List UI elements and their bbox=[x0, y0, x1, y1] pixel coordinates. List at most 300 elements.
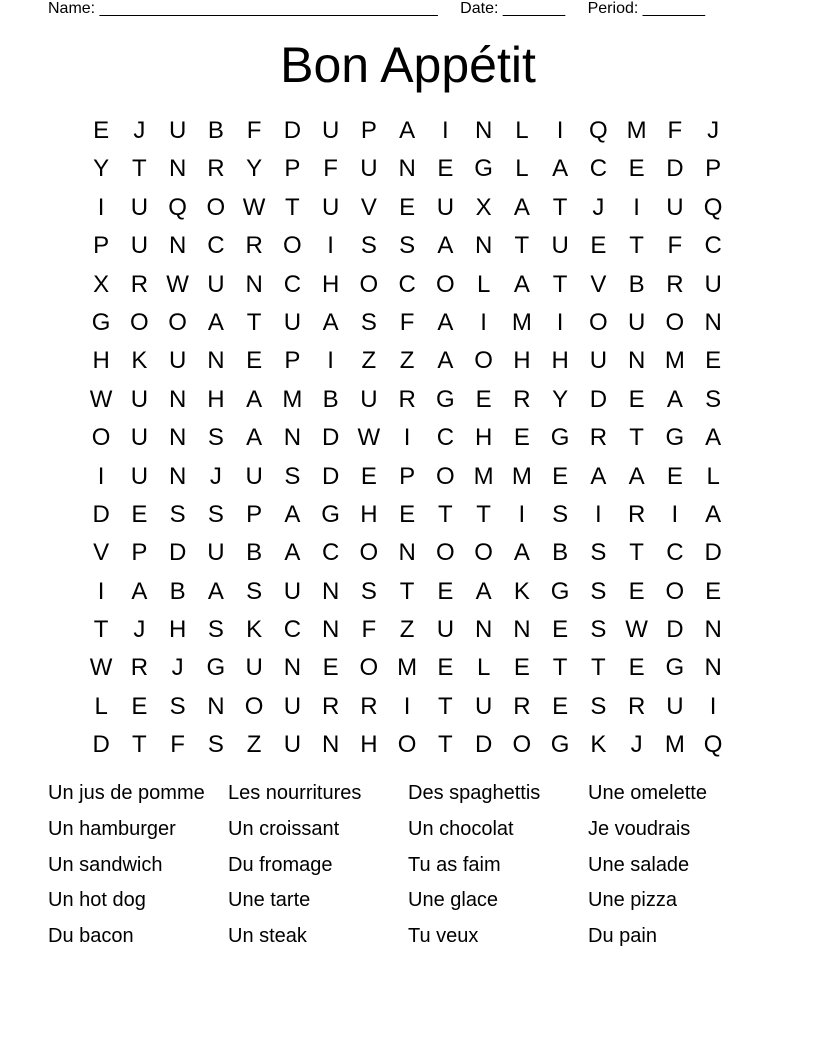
grid-cell: R bbox=[589, 424, 608, 452]
word-list-item: Une salade bbox=[588, 853, 690, 876]
word-list-item: Tu as faim bbox=[408, 853, 501, 876]
grid-cell: I bbox=[480, 308, 487, 336]
grid-cell: T bbox=[438, 692, 453, 720]
grid-cell: O bbox=[665, 308, 685, 336]
name-field-label: Name: ______________________________________ bbox=[48, 0, 438, 17]
grid-cell: R bbox=[245, 232, 263, 260]
grid-cell: P bbox=[284, 155, 301, 183]
grid-cell: I bbox=[97, 193, 105, 221]
grid-cell: F bbox=[667, 117, 683, 144]
grid-cell: O bbox=[512, 731, 532, 759]
grid-cell: A bbox=[705, 424, 722, 452]
grid-cell: W bbox=[89, 385, 113, 413]
grid-cell: B bbox=[322, 385, 339, 413]
grid-cell: I bbox=[327, 232, 334, 260]
grid-cell: U bbox=[704, 270, 722, 298]
grid-cell: I bbox=[595, 500, 602, 528]
grid-cell: E bbox=[628, 155, 645, 183]
grid-cell: C bbox=[321, 539, 340, 567]
grid-cell: S bbox=[590, 692, 607, 720]
grid-cell: E bbox=[705, 577, 722, 605]
grid-cell: O bbox=[436, 462, 455, 490]
grid-cell: N bbox=[321, 577, 340, 605]
grid-cell: U bbox=[627, 308, 646, 336]
grid-cell: F bbox=[246, 117, 262, 144]
grid-cell: W bbox=[357, 424, 381, 452]
grid-cell: J bbox=[592, 193, 605, 221]
grid-cell: W bbox=[89, 654, 113, 682]
grid-cell: C bbox=[436, 424, 455, 452]
grid-cell: N bbox=[474, 117, 493, 144]
grid-cell: P bbox=[399, 462, 416, 490]
grid-cell: T bbox=[93, 616, 109, 644]
grid-cell: C bbox=[283, 270, 302, 298]
word-list-item: Un steak bbox=[228, 925, 307, 947]
grid-cell: T bbox=[629, 539, 644, 567]
grid-cell: R bbox=[513, 692, 531, 720]
grid-cell: T bbox=[132, 731, 147, 759]
grid-cell: M bbox=[664, 347, 685, 375]
grid-cell: I bbox=[97, 462, 105, 490]
grid-cell: U bbox=[666, 193, 684, 221]
word-list-item: Un chocolat bbox=[408, 817, 514, 840]
grid-cell: H bbox=[168, 616, 187, 644]
grid-cell: B bbox=[552, 539, 569, 567]
grid-cell: G bbox=[321, 500, 340, 528]
grid-cell: S bbox=[207, 616, 224, 644]
grid-cell: O bbox=[359, 654, 379, 682]
grid-cell: G bbox=[665, 424, 685, 452]
grid-cell: O bbox=[474, 347, 493, 375]
grid-cell: Z bbox=[399, 616, 415, 644]
grid-cell: A bbox=[552, 155, 569, 183]
date-field-label: Date: _______ bbox=[460, 0, 566, 17]
grid-cell: T bbox=[285, 193, 300, 221]
grid-cell: O bbox=[397, 731, 417, 759]
grid-cell: A bbox=[475, 577, 492, 605]
grid-cell: U bbox=[551, 232, 569, 260]
grid-cell: E bbox=[93, 117, 110, 144]
grid-cell: B bbox=[207, 117, 224, 144]
grid-cell: D bbox=[168, 539, 187, 567]
grid-cell: O bbox=[359, 270, 379, 298]
grid-cell: A bbox=[246, 424, 263, 452]
grid-cell: I bbox=[633, 193, 640, 221]
grid-cell: O bbox=[665, 577, 685, 605]
grid-cell: U bbox=[589, 347, 608, 375]
grid-cell: G bbox=[665, 654, 685, 682]
grid-cell: U bbox=[207, 270, 225, 298]
grid-cell: A bbox=[628, 462, 645, 490]
grid-cell: A bbox=[207, 308, 224, 336]
grid-cell: U bbox=[207, 539, 225, 567]
grid-cell: D bbox=[589, 385, 608, 413]
grid-cell: A bbox=[399, 117, 416, 144]
grid-cell: S bbox=[207, 731, 224, 759]
grid-cell: F bbox=[399, 308, 415, 336]
grid-cell: R bbox=[321, 692, 340, 720]
grid-cell: J bbox=[630, 731, 643, 759]
grid-cell: E bbox=[131, 692, 148, 720]
grid-cell: K bbox=[590, 731, 607, 759]
grid-cell: A bbox=[207, 577, 224, 605]
grid-cell: D bbox=[92, 731, 110, 759]
grid-cell: S bbox=[590, 577, 607, 605]
grid-cell: U bbox=[283, 308, 302, 336]
grid-cell: A bbox=[513, 193, 530, 221]
grid-cell: I bbox=[403, 692, 411, 720]
grid-cell: U bbox=[283, 731, 302, 759]
grid-cell: Z bbox=[361, 347, 377, 375]
grid-cell: T bbox=[552, 193, 568, 221]
grid-cell: C bbox=[704, 232, 722, 260]
grid-cell: C bbox=[207, 232, 225, 260]
letter-grid bbox=[82, 112, 732, 765]
grid-cell: E bbox=[246, 347, 263, 375]
grid-cell: G bbox=[206, 654, 226, 682]
word-list-item: Les nourritures bbox=[228, 782, 362, 804]
grid-cell: S bbox=[399, 232, 416, 260]
grid-cell: U bbox=[168, 117, 187, 144]
grid-cell: R bbox=[207, 155, 225, 183]
grid-cell: E bbox=[628, 577, 645, 605]
grid-cell: U bbox=[474, 692, 493, 720]
grid-cell: H bbox=[551, 347, 569, 375]
grid-cell: U bbox=[321, 117, 340, 144]
grid-cell: U bbox=[436, 616, 455, 644]
grid-cell: E bbox=[705, 347, 722, 375]
grid-cell: F bbox=[361, 616, 377, 644]
grid-cell: W bbox=[166, 270, 189, 298]
grid-cell: U bbox=[283, 577, 302, 605]
grid-cell: N bbox=[207, 347, 225, 375]
grid-cell: X bbox=[475, 193, 492, 221]
grid-cell: P bbox=[93, 232, 110, 260]
grid-cell: N bbox=[168, 232, 187, 260]
grid-cell: R bbox=[627, 692, 646, 720]
grid-cell: U bbox=[168, 347, 187, 375]
grid-cell: B bbox=[169, 577, 186, 605]
grid-cell: Y bbox=[246, 155, 263, 183]
grid-cell: L bbox=[515, 117, 529, 144]
grid-cell: S bbox=[169, 500, 186, 528]
grid-cell: H bbox=[513, 347, 531, 375]
grid-cell: F bbox=[323, 155, 338, 183]
grid-cell: K bbox=[513, 577, 530, 605]
grid-cell: A bbox=[513, 539, 530, 567]
grid-cell: S bbox=[360, 232, 377, 260]
grid-cell: Y bbox=[93, 155, 110, 183]
grid-cell: E bbox=[437, 155, 454, 183]
grid-cell: T bbox=[552, 654, 568, 682]
grid-cell: T bbox=[438, 500, 453, 528]
grid-cell: T bbox=[438, 731, 453, 759]
grid-cell: N bbox=[168, 155, 187, 183]
grid-cell: N bbox=[704, 616, 722, 644]
grid-cell: C bbox=[283, 616, 302, 644]
grid-cell: H bbox=[360, 731, 378, 759]
grid-cell: U bbox=[321, 193, 340, 221]
grid-cell: S bbox=[207, 500, 224, 528]
grid-cell: S bbox=[590, 616, 607, 644]
grid-cell: N bbox=[168, 385, 187, 413]
grid-cell: Q bbox=[703, 731, 723, 759]
grid-cell: P bbox=[284, 347, 301, 375]
grid-cell: D bbox=[666, 155, 684, 183]
grid-cell: E bbox=[399, 500, 416, 528]
header bbox=[48, 0, 705, 18]
grid-cell: N bbox=[168, 462, 187, 490]
grid-cell: F bbox=[667, 232, 683, 260]
grid-cell: A bbox=[284, 500, 301, 528]
grid-cell: W bbox=[242, 193, 266, 221]
grid-cell: O bbox=[359, 539, 379, 567]
grid-cell: Y bbox=[552, 385, 569, 413]
grid-cell: A bbox=[284, 539, 301, 567]
grid-cell: G bbox=[550, 731, 570, 759]
grid-cell: P bbox=[246, 500, 263, 528]
grid-cell: N bbox=[704, 654, 722, 682]
grid-cell: G bbox=[436, 385, 455, 413]
grid-cell: C bbox=[589, 155, 608, 183]
grid-cell: G bbox=[550, 424, 570, 452]
grid-cell: A bbox=[322, 308, 339, 336]
grid-cell: U bbox=[130, 193, 149, 221]
grid-cell: S bbox=[552, 500, 569, 528]
word-list-item: Une pizza bbox=[588, 889, 677, 912]
grid-cell: R bbox=[360, 692, 378, 720]
grid-cell: H bbox=[207, 385, 225, 413]
word-list-item: Un hot dog bbox=[48, 889, 146, 912]
grid-cell: A bbox=[437, 347, 454, 375]
grid-cell: U bbox=[283, 692, 302, 720]
grid-cell: U bbox=[130, 462, 149, 490]
grid-cell: T bbox=[591, 654, 606, 682]
grid-cell: U bbox=[360, 385, 378, 413]
word-list-item: Une omelette bbox=[588, 782, 707, 804]
grid-cell: J bbox=[707, 117, 720, 144]
grid-cell: S bbox=[360, 308, 377, 336]
grid-cell: I bbox=[403, 424, 411, 452]
grid-cell: D bbox=[666, 616, 684, 644]
grid-cell: V bbox=[360, 193, 377, 221]
grid-cell: K bbox=[246, 616, 263, 644]
grid-cell: H bbox=[360, 500, 378, 528]
word-list-item: Du bacon bbox=[48, 925, 134, 947]
grid-cell: D bbox=[704, 539, 722, 567]
grid-cell: A bbox=[666, 385, 683, 413]
grid-cell: T bbox=[399, 577, 415, 605]
grid-cell: I bbox=[671, 500, 679, 528]
grid-cell: L bbox=[476, 270, 491, 298]
grid-cell: H bbox=[474, 424, 493, 452]
grid-cell: E bbox=[552, 462, 569, 490]
grid-cell: O bbox=[283, 232, 302, 260]
grid-cell: I bbox=[556, 117, 564, 144]
grid-cell: M bbox=[511, 462, 532, 490]
grid-cell: E bbox=[322, 654, 339, 682]
grid-cell: Q bbox=[168, 193, 187, 221]
grid-cell: H bbox=[321, 270, 340, 298]
grid-cell: C bbox=[398, 270, 416, 298]
grid-cell: G bbox=[91, 308, 111, 336]
grid-cell: S bbox=[169, 692, 186, 720]
grid-cell: D bbox=[92, 500, 110, 528]
grid-cell: M bbox=[511, 308, 532, 336]
grid-cell: O bbox=[436, 539, 455, 567]
grid-cell: M bbox=[473, 462, 494, 490]
grid-cell: T bbox=[476, 500, 491, 528]
grid-cell: O bbox=[206, 193, 226, 221]
grid-cell: C bbox=[666, 539, 684, 567]
grid-cell: O bbox=[436, 270, 455, 298]
grid-cell: I bbox=[709, 692, 717, 720]
word-list-item: Un hamburger bbox=[48, 817, 176, 840]
grid-cell: N bbox=[627, 347, 646, 375]
grid-cell: U bbox=[245, 462, 263, 490]
grid-cell: J bbox=[171, 654, 184, 682]
grid-cell: Q bbox=[703, 193, 723, 221]
grid-cell: E bbox=[628, 654, 645, 682]
grid-cell: O bbox=[91, 424, 111, 452]
grid-cell: G bbox=[550, 577, 570, 605]
grid-cell: I bbox=[442, 117, 449, 144]
grid-cell: E bbox=[360, 462, 377, 490]
grid-cell: R bbox=[513, 385, 531, 413]
grid-cell: D bbox=[321, 424, 340, 452]
grid-cell: N bbox=[398, 155, 416, 183]
grid-cell: T bbox=[246, 308, 262, 336]
grid-cell: M bbox=[664, 731, 685, 759]
grid-cell: O bbox=[168, 308, 187, 336]
grid-cell: S bbox=[705, 385, 722, 413]
grid-cell: N bbox=[168, 424, 187, 452]
grid-cell: N bbox=[398, 539, 416, 567]
grid-cell: I bbox=[327, 347, 334, 375]
grid-cell: N bbox=[513, 616, 531, 644]
grid-cell: E bbox=[437, 654, 454, 682]
grid-cell: R bbox=[130, 270, 149, 298]
grid-cell: K bbox=[131, 347, 148, 375]
grid-cell: L bbox=[94, 692, 108, 720]
grid-cell: O bbox=[474, 539, 493, 567]
grid-cell: E bbox=[590, 232, 607, 260]
grid-cell: U bbox=[130, 232, 149, 260]
grid-cell: U bbox=[360, 155, 378, 183]
grid-cell: A bbox=[131, 577, 148, 605]
grid-cell: H bbox=[92, 347, 110, 375]
grid-cell: I bbox=[518, 500, 526, 528]
grid-cell: G bbox=[474, 155, 493, 183]
grid-cell: R bbox=[627, 500, 646, 528]
word-list-item: Une glace bbox=[408, 889, 499, 912]
grid-cell: O bbox=[589, 308, 608, 336]
grid-cell: E bbox=[399, 193, 416, 221]
grid-cell: J bbox=[209, 462, 222, 490]
grid-cell: T bbox=[552, 270, 568, 298]
grid-cell: A bbox=[246, 385, 263, 413]
grid-cell: R bbox=[398, 385, 416, 413]
grid-cell: U bbox=[130, 385, 149, 413]
grid-cell: N bbox=[704, 308, 722, 336]
grid-cell: E bbox=[628, 385, 645, 413]
grid-cell: E bbox=[437, 577, 454, 605]
grid-cell: N bbox=[283, 654, 302, 682]
grid-cell: D bbox=[474, 731, 493, 759]
grid-cell: L bbox=[515, 155, 529, 183]
grid-cell: E bbox=[513, 424, 530, 452]
grid-cell: A bbox=[705, 500, 722, 528]
grid-cell: P bbox=[360, 117, 377, 144]
word-list-item: Un jus de pomme bbox=[48, 782, 205, 804]
grid-cell: T bbox=[132, 155, 147, 183]
grid-cell: B bbox=[246, 539, 263, 567]
word-list-item: Je voudrais bbox=[588, 817, 691, 840]
grid-cell: Z bbox=[399, 347, 415, 375]
grid-cell: T bbox=[629, 232, 644, 260]
grid-cell: X bbox=[93, 270, 110, 298]
grid-cell: V bbox=[590, 270, 607, 298]
grid-cell: L bbox=[476, 654, 491, 682]
grid-cell: S bbox=[360, 577, 377, 605]
grid-cell: D bbox=[321, 462, 340, 490]
period-field-label: Period: _______ bbox=[587, 0, 706, 17]
grid-cell: N bbox=[245, 270, 263, 298]
word-list-item: Un croissant bbox=[228, 817, 340, 840]
grid-cell: A bbox=[513, 270, 530, 298]
word-list-item: Des spaghettis bbox=[408, 782, 541, 804]
grid-cell: N bbox=[321, 731, 340, 759]
grid-cell: S bbox=[207, 424, 224, 452]
grid-cell: I bbox=[556, 308, 564, 336]
grid-cell: E bbox=[131, 500, 148, 528]
grid-cell: O bbox=[130, 308, 149, 336]
grid-cell: E bbox=[552, 692, 569, 720]
grid-cell: U bbox=[245, 654, 263, 682]
grid-cell: N bbox=[283, 424, 302, 452]
grid-cell: Z bbox=[246, 731, 262, 759]
grid-cell: A bbox=[590, 462, 607, 490]
grid-cell: L bbox=[706, 462, 720, 490]
grid-cell: R bbox=[666, 270, 684, 298]
grid-cell: T bbox=[629, 424, 644, 452]
grid-cell: M bbox=[397, 654, 418, 682]
grid-cell: A bbox=[437, 232, 454, 260]
grid-cell: W bbox=[625, 616, 648, 644]
grid-cell: U bbox=[436, 193, 455, 221]
grid-cell: S bbox=[590, 539, 607, 567]
grid-cell: M bbox=[282, 385, 303, 413]
grid-cell: N bbox=[207, 692, 225, 720]
grid-cell: E bbox=[475, 385, 492, 413]
grid-cell: M bbox=[626, 117, 647, 144]
grid-cell: R bbox=[130, 654, 149, 682]
word-list-item: Une tarte bbox=[228, 889, 311, 912]
grid-cell: O bbox=[244, 692, 264, 720]
word-list-item: Tu veux bbox=[408, 925, 479, 947]
grid-cell: Q bbox=[589, 117, 608, 144]
grid-cell: P bbox=[131, 539, 148, 567]
grid-cell: V bbox=[93, 539, 110, 567]
grid-cell: E bbox=[666, 462, 683, 490]
grid-cell: J bbox=[133, 616, 146, 644]
grid-cell: B bbox=[628, 270, 645, 298]
grid-cell: N bbox=[474, 616, 493, 644]
grid-cell: P bbox=[705, 155, 722, 183]
grid-cell: T bbox=[514, 232, 530, 260]
grid-cell: E bbox=[552, 616, 569, 644]
grid-cell: N bbox=[474, 232, 493, 260]
